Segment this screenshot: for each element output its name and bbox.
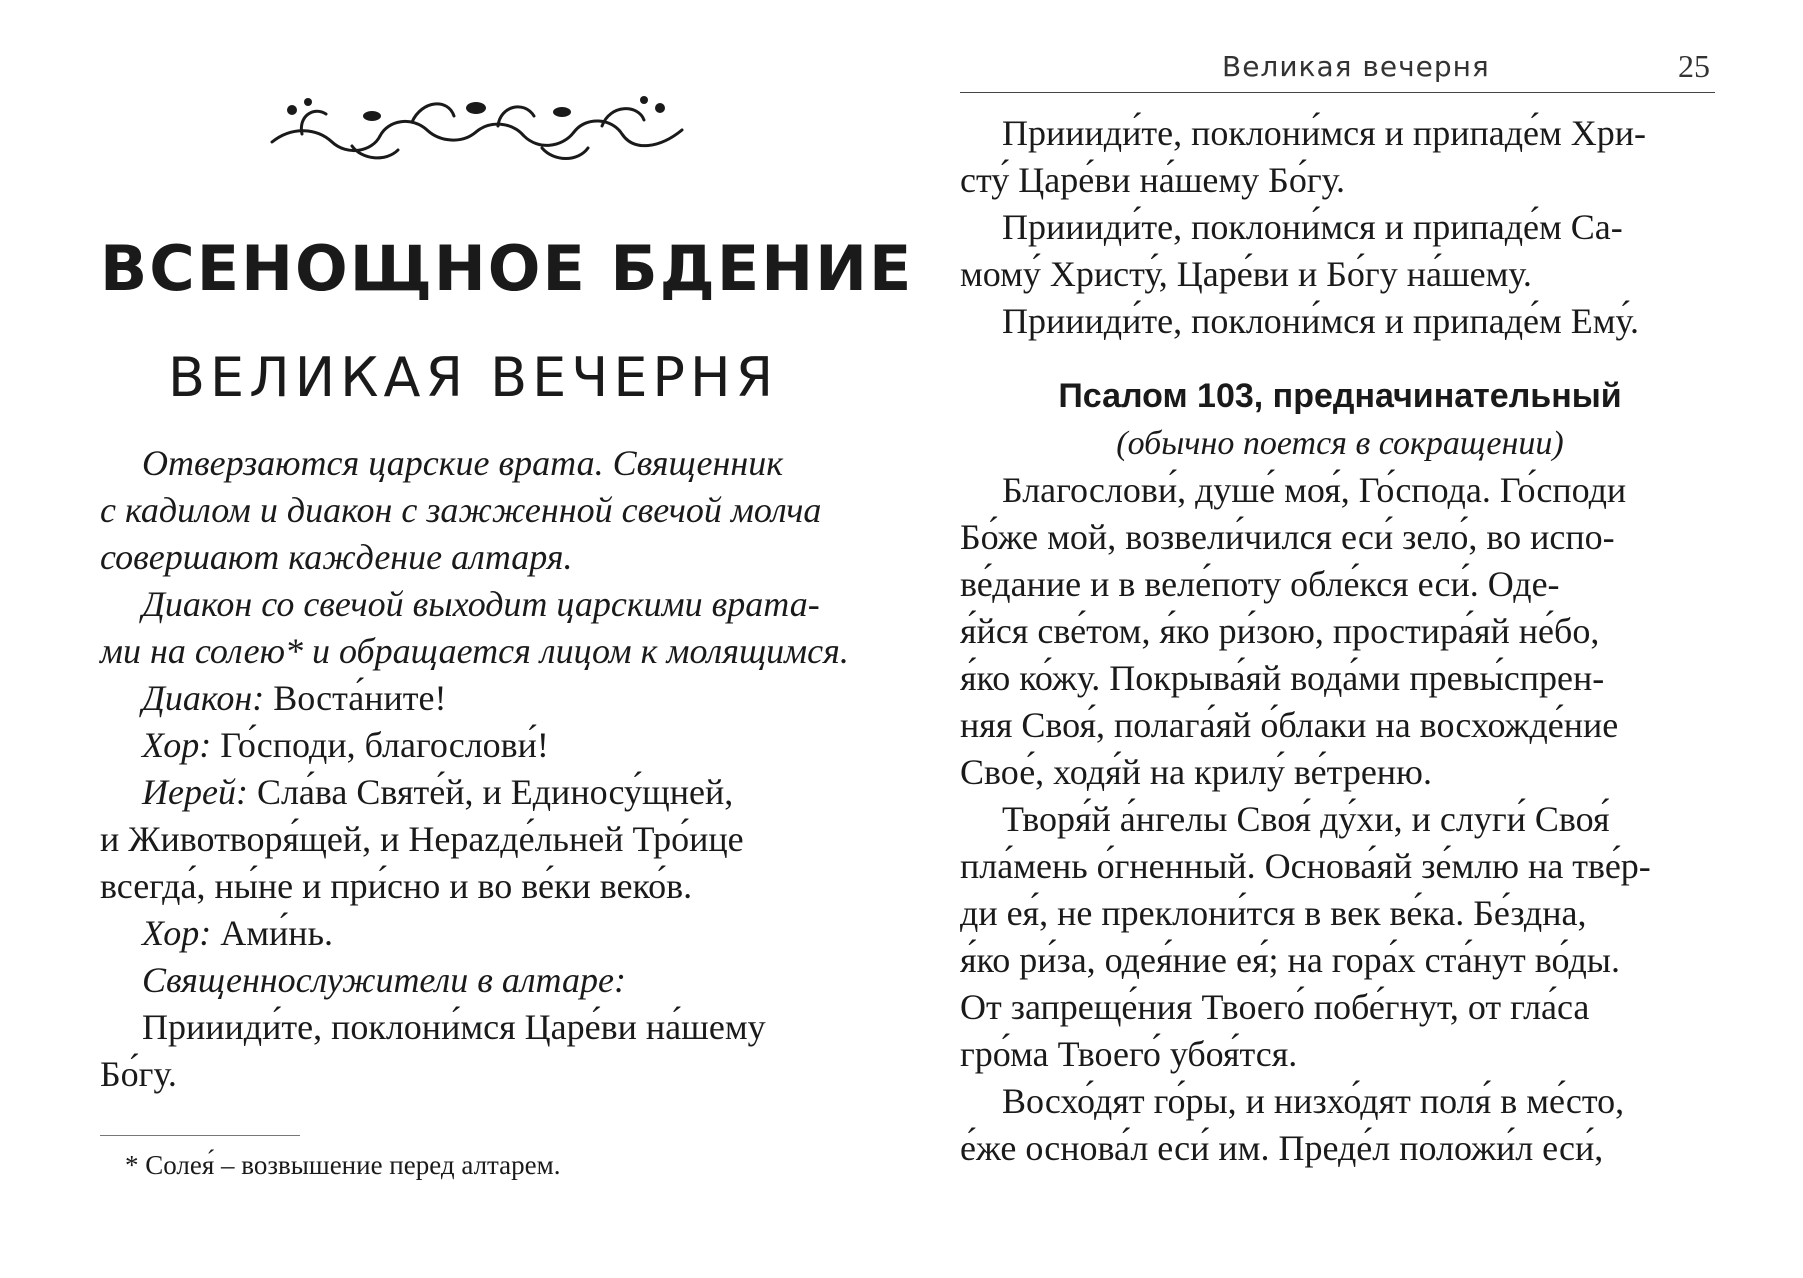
text-line: няя Своя́, полага́яй о́блаки на восхожде́ние [960,705,1619,745]
text-line: я́йся све́том, я́ко ри́зою, простира́яй не́бо, [960,611,1600,651]
text-line: Приииди́те, поклони́мся и припаде́м Са- [1002,207,1623,247]
italic-run: Иерей: [142,772,248,812]
text-line: я́ко ри́за, одея́ние ея́; на гора́х ста́нут во́ды. [960,940,1620,980]
psalm-title: Псалом 103, предначинательный [1058,377,1622,415]
footnote-divider [100,1135,300,1136]
right-bottom-lines [960,467,1720,1172]
text-line: ве́дание и в веле́поту обле́кся еси́. Оде- [960,564,1560,604]
italic-run: Хор: [142,913,212,953]
text-line: Приииди́те, поклони́мся и припаде́м Ему́. [1002,301,1639,341]
text-line [100,581,860,628]
left-body-text [100,440,860,1098]
text-line [100,440,860,487]
footnote: * Солея́ – возвышение перед алтарем. [125,1150,561,1180]
text-run: Воста́ните! [264,678,447,718]
running-head: Великая вечерня [1222,50,1490,83]
italic-run: совершают каждение алтаря. [100,537,573,577]
italic-run: Священнослужители в алтаре: [142,960,626,1000]
italic-run: Диакон: [142,678,265,718]
ornament-flourish-icon [262,86,692,168]
text-line [100,863,860,910]
text-line [100,1004,860,1051]
right-body-text [960,110,1720,1172]
text-line: мому́ Христу́, Царе́ви и Бо́гу на́шему. [960,254,1532,294]
text-run: всегда́, ны́не и при́сно и во ве́ки веко́в. [100,866,693,906]
text-run: Ами́нь. [211,913,333,953]
text-run: Го́споди, благослови́! [211,725,549,765]
text-line: е́же основа́л еси́ им. Преде́л положи́л еси́, [960,1128,1604,1168]
italic-run: с кадилом и диакон с зажженной свечой молча [100,490,822,530]
italic-run: Отверзаются царские врата. Священник [142,443,784,483]
text-line: сту́ Царе́ви на́шему Бо́гу. [960,160,1346,200]
text-line [100,816,860,863]
text-run: Сла́ва Святе́й, и Единосу́щней, [247,772,734,812]
text-line: гро́ма Твоего́ убоя́тся. [960,1034,1298,1074]
text-run: Приииди́те, поклони́мся Царе́ви на́шему [142,1007,766,1047]
italic-run: ми на солею* и обращается лицом к молящимся. [100,631,849,671]
text-line [100,769,860,816]
text-line: я́ко ко́жу. Покрыва́яй вода́ми превы́спрен- [960,658,1605,698]
right-page [960,0,1803,1278]
text-line [100,534,860,581]
text-line: Благослови́, душе́ моя́, Го́спода. Го́споди [1002,470,1627,510]
text-line [100,487,860,534]
text-line: Творя́й а́нгелы Своя́ ду́хи, и слуги́ Своя́ [1002,799,1610,839]
header-divider [960,92,1715,93]
text-line [100,957,860,1004]
page-number: 25 [1678,48,1710,84]
psalm-note: (обычно поется в сокращении) [1116,425,1564,462]
text-line: От запреще́ния Твоего́ побе́гнут, от гла́са [960,987,1590,1027]
text-line: ди ея́, не преклони́тся в век ве́ка. Бе́здна, [960,893,1587,933]
text-line [100,722,860,769]
section-subtitle: ВЕЛИКАЯ ВЕЧЕРНЯ [168,346,779,409]
text-line: Бо́же мой, возвели́чился еси́ зело́, во испо- [960,517,1615,557]
text-line [100,910,860,957]
text-line: пла́мень о́гненный. Основа́яй зе́млю на тве́р- [960,846,1651,886]
text-line: Приииди́те, поклони́мся и припаде́м Хри- [1002,113,1647,153]
text-run: и Животворя́щей, и Нерazде́льней Тро́ице [100,819,744,859]
text-line [100,628,860,675]
italic-run: Диакон со свечой выходит царскими врата- [142,584,820,624]
text-line: Свое́, ходя́й на крилу́ ве́треню. [960,752,1432,792]
right-top-lines [960,110,1720,345]
text-line: Восхо́дят го́ры, и низхо́дят поля́ в ме́сто, [1002,1081,1625,1121]
text-run: Бо́гу. [100,1054,177,1094]
text-line [100,1051,860,1098]
italic-run: Хор: [142,725,212,765]
text-line [100,675,860,722]
page-title: ВСЕНОЩНОЕ БДЕНИЕ [100,232,914,305]
